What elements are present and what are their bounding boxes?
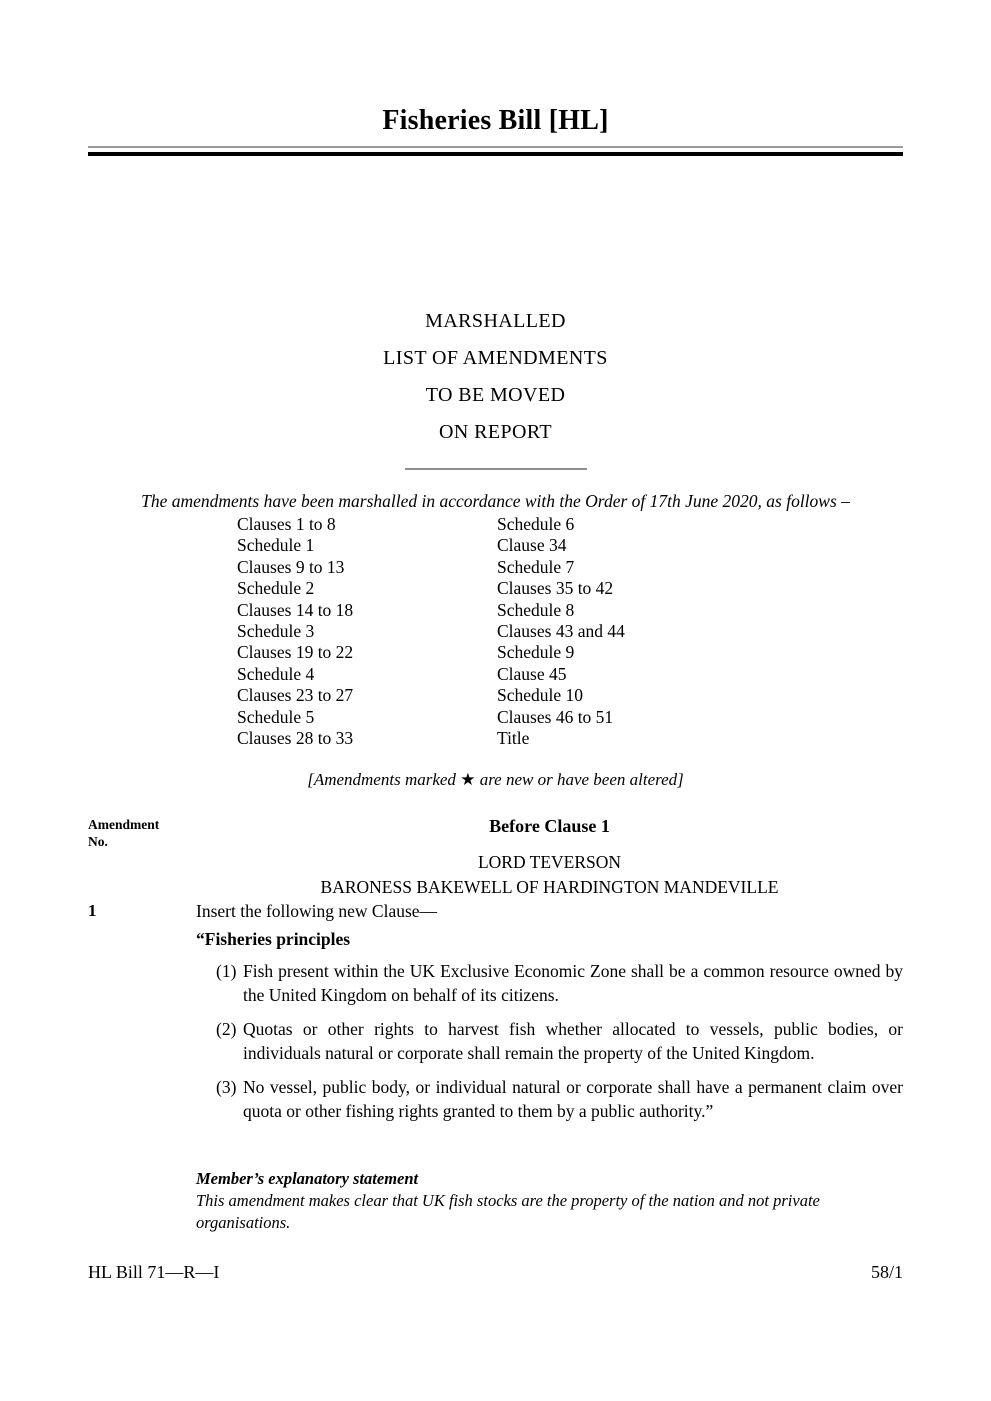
footer-page-number: 58/1 [870, 1262, 903, 1282]
list-item: Clauses 9 to 13 [237, 556, 345, 577]
list-item: Clauses 19 to 22 [237, 642, 354, 663]
subparagraph [196, 1075, 903, 1123]
list-item: Clauses 28 to 33 [237, 728, 354, 749]
sponsor-list [196, 850, 903, 899]
subparagraph [196, 1017, 903, 1065]
subparagraph-text: No vessel, public body, or individual natural or corporate shall have a permanent claim over quota or other fishing rights granted to them by a public authority.” [243, 1077, 903, 1121]
list-item: Schedule 4 [237, 663, 315, 684]
amendment-instruction: Insert the following new Clause— [196, 901, 438, 921]
star-icon: ★ [460, 770, 476, 789]
new-clause-title: “Fisheries principles [196, 929, 351, 949]
subparagraph-number: (1) [216, 961, 237, 981]
subparagraph-text: Fish present within the UK Exclusive Economic Zone shall be a common resource owned by the United Kingdom on behalf of its citizens. [243, 961, 903, 1005]
amendment-number: 1 [88, 901, 97, 920]
order-list-left-column [237, 514, 353, 749]
list-item: Schedule 3 [237, 621, 315, 642]
list-item: Schedule 8 [497, 599, 575, 620]
list-item: Schedule 5 [237, 706, 315, 727]
list-item: Clauses 23 to 27 [237, 685, 354, 706]
explanatory-statement-heading: Member’s explanatory statement [196, 1169, 419, 1188]
footer-bill-reference: HL Bill 71—R—I [88, 1262, 220, 1282]
list-item: Clauses 43 and 44 [497, 621, 625, 642]
subparagraph [196, 959, 903, 1007]
list-item: Schedule 9 [497, 642, 575, 663]
title-rule-thin [88, 146, 903, 148]
heading-line-3: TO BE MOVED [425, 384, 566, 406]
section-divider-rule [405, 468, 587, 470]
heading-line-4: ON REPORT [439, 421, 552, 443]
list-item: Clauses 35 to 42 [497, 578, 614, 599]
sponsor-name: LORD TEVERSON [477, 852, 622, 872]
list-item: Schedule 10 [497, 685, 584, 706]
star-legend-after: are new or have been altered [475, 770, 678, 789]
star-legend-before: Amendments marked [313, 770, 461, 789]
star-legend [88, 770, 903, 790]
list-item: Clauses 1 to 8 [237, 514, 336, 534]
list-item: Clauses 46 to 51 [497, 706, 614, 727]
explanatory-statement-text: This amendment makes clear that UK fish stocks are the property of the nation and not private organisations. [196, 1191, 820, 1232]
heading-line-2: LIST OF AMENDMENTS [383, 347, 608, 369]
star-legend-open: [ [307, 770, 314, 789]
list-item: Clauses 14 to 18 [237, 599, 354, 620]
subparagraph-list [196, 959, 903, 1133]
amendment-no-label-line1: Amendment [88, 817, 160, 832]
explanatory-statement [196, 1168, 903, 1234]
sponsor-name: BARONESS BAKEWELL OF HARDINGTON MANDEVILLE [320, 876, 779, 897]
marshalling-note: The amendments have been marshalled in accordance with the Order of 17th June 2020, as follows – [141, 491, 850, 511]
subparagraph-number: (3) [216, 1077, 237, 1097]
list-item: Schedule 6 [497, 514, 575, 534]
list-item: Schedule 2 [237, 578, 315, 599]
list-item: Clause 45 [497, 663, 567, 684]
subparagraph-text: Quotas or other rights to harvest fish whether allocated to vessels, public bodies, or individuals natural or corporate shall remain the property of the United Kingdom. [243, 1019, 903, 1063]
amendment-no-column-label [88, 816, 198, 850]
subparagraph-number: (2) [216, 1019, 237, 1039]
star-legend-close: ] [677, 770, 684, 789]
section-heading: Before Clause 1 [489, 816, 610, 836]
amendment-no-label-line2: No. [88, 834, 108, 849]
marshalled-heading-block [88, 303, 903, 451]
list-item: Clause 34 [497, 535, 567, 556]
heading-line-1: MARSHALLED [425, 310, 566, 332]
order-list-right-column [497, 514, 625, 749]
list-item: Schedule 1 [237, 535, 315, 556]
list-item: Title [497, 728, 530, 749]
page-title: Fisheries Bill [HL] [382, 105, 609, 136]
list-item: Schedule 7 [497, 556, 575, 577]
title-rule-thick [88, 152, 903, 156]
